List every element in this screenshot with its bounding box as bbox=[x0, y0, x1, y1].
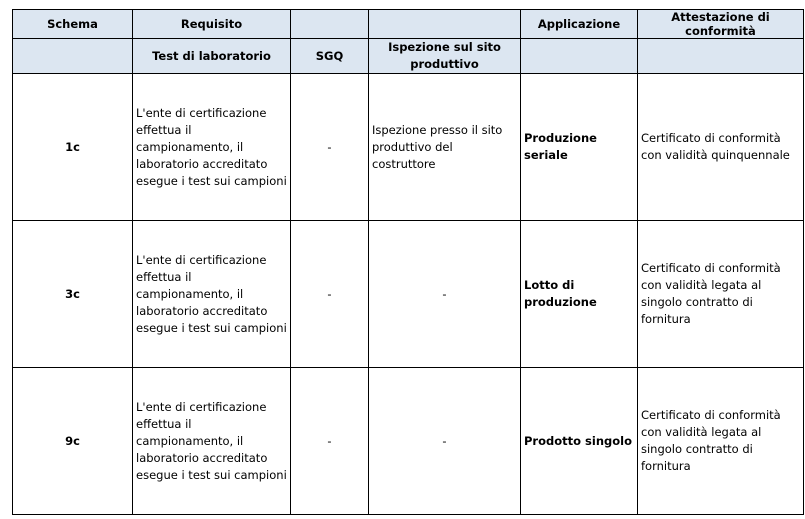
cell-test-laboratorio: L'ente di certificazione effettua il campionamento, il laboratorio accreditato esegue i test sui campioni bbox=[133, 368, 291, 515]
cell-sgq: - bbox=[291, 221, 369, 368]
header-row-2 bbox=[13, 39, 804, 74]
cell-sgq: - bbox=[291, 368, 369, 515]
cell-schema: 3c bbox=[13, 221, 133, 368]
subheader-test-laboratorio: Test di laboratorio bbox=[133, 39, 291, 74]
cell-schema: 9c bbox=[13, 368, 133, 515]
subheader-empty-attestazione bbox=[638, 39, 804, 74]
cell-ispezione: Ispezione presso il sito produttivo del costruttore bbox=[369, 74, 521, 221]
header-empty-1 bbox=[291, 10, 369, 39]
header-applicazione: Applicazione bbox=[521, 10, 638, 39]
subheader-empty-schema bbox=[13, 39, 133, 74]
cell-test-laboratorio: L'ente di certificazione effettua il campionamento, il laboratorio accreditato esegue i test sui campioni bbox=[133, 221, 291, 368]
subheader-sgq: SGQ bbox=[291, 39, 369, 74]
cell-ispezione: - bbox=[369, 221, 521, 368]
certification-schemes-table bbox=[12, 9, 804, 515]
header-schema: Schema bbox=[13, 10, 133, 39]
cell-schema: 1c bbox=[13, 74, 133, 221]
header-requisito: Requisito bbox=[133, 10, 291, 39]
cell-ispezione: - bbox=[369, 368, 521, 515]
cell-applicazione: Produzione seriale bbox=[521, 74, 638, 221]
header-row-1 bbox=[13, 10, 804, 39]
cell-applicazione: Lotto di produzione bbox=[521, 221, 638, 368]
cell-attestazione: Certificato di conformità con validità legata al singolo contratto di fornitura bbox=[638, 221, 804, 368]
header-attestazione: Attestazione di conformità bbox=[638, 10, 804, 39]
cell-attestazione: Certificato di conformità con validità legata al singolo contratto di fornitura bbox=[638, 368, 804, 515]
header-empty-2 bbox=[369, 10, 521, 39]
cell-applicazione: Prodotto singolo bbox=[521, 368, 638, 515]
cell-test-laboratorio: L'ente di certificazione effettua il campionamento, il laboratorio accreditato esegue i test sui campioni bbox=[133, 74, 291, 221]
subheader-ispezione: Ispezione sul sito produttivo bbox=[369, 39, 521, 74]
table-row bbox=[13, 368, 804, 515]
cell-attestazione: Certificato di conformità con validità quinquennale bbox=[638, 74, 804, 221]
cell-sgq: - bbox=[291, 74, 369, 221]
table-row bbox=[13, 221, 804, 368]
subheader-empty-applicazione bbox=[521, 39, 638, 74]
table-row bbox=[13, 74, 804, 221]
